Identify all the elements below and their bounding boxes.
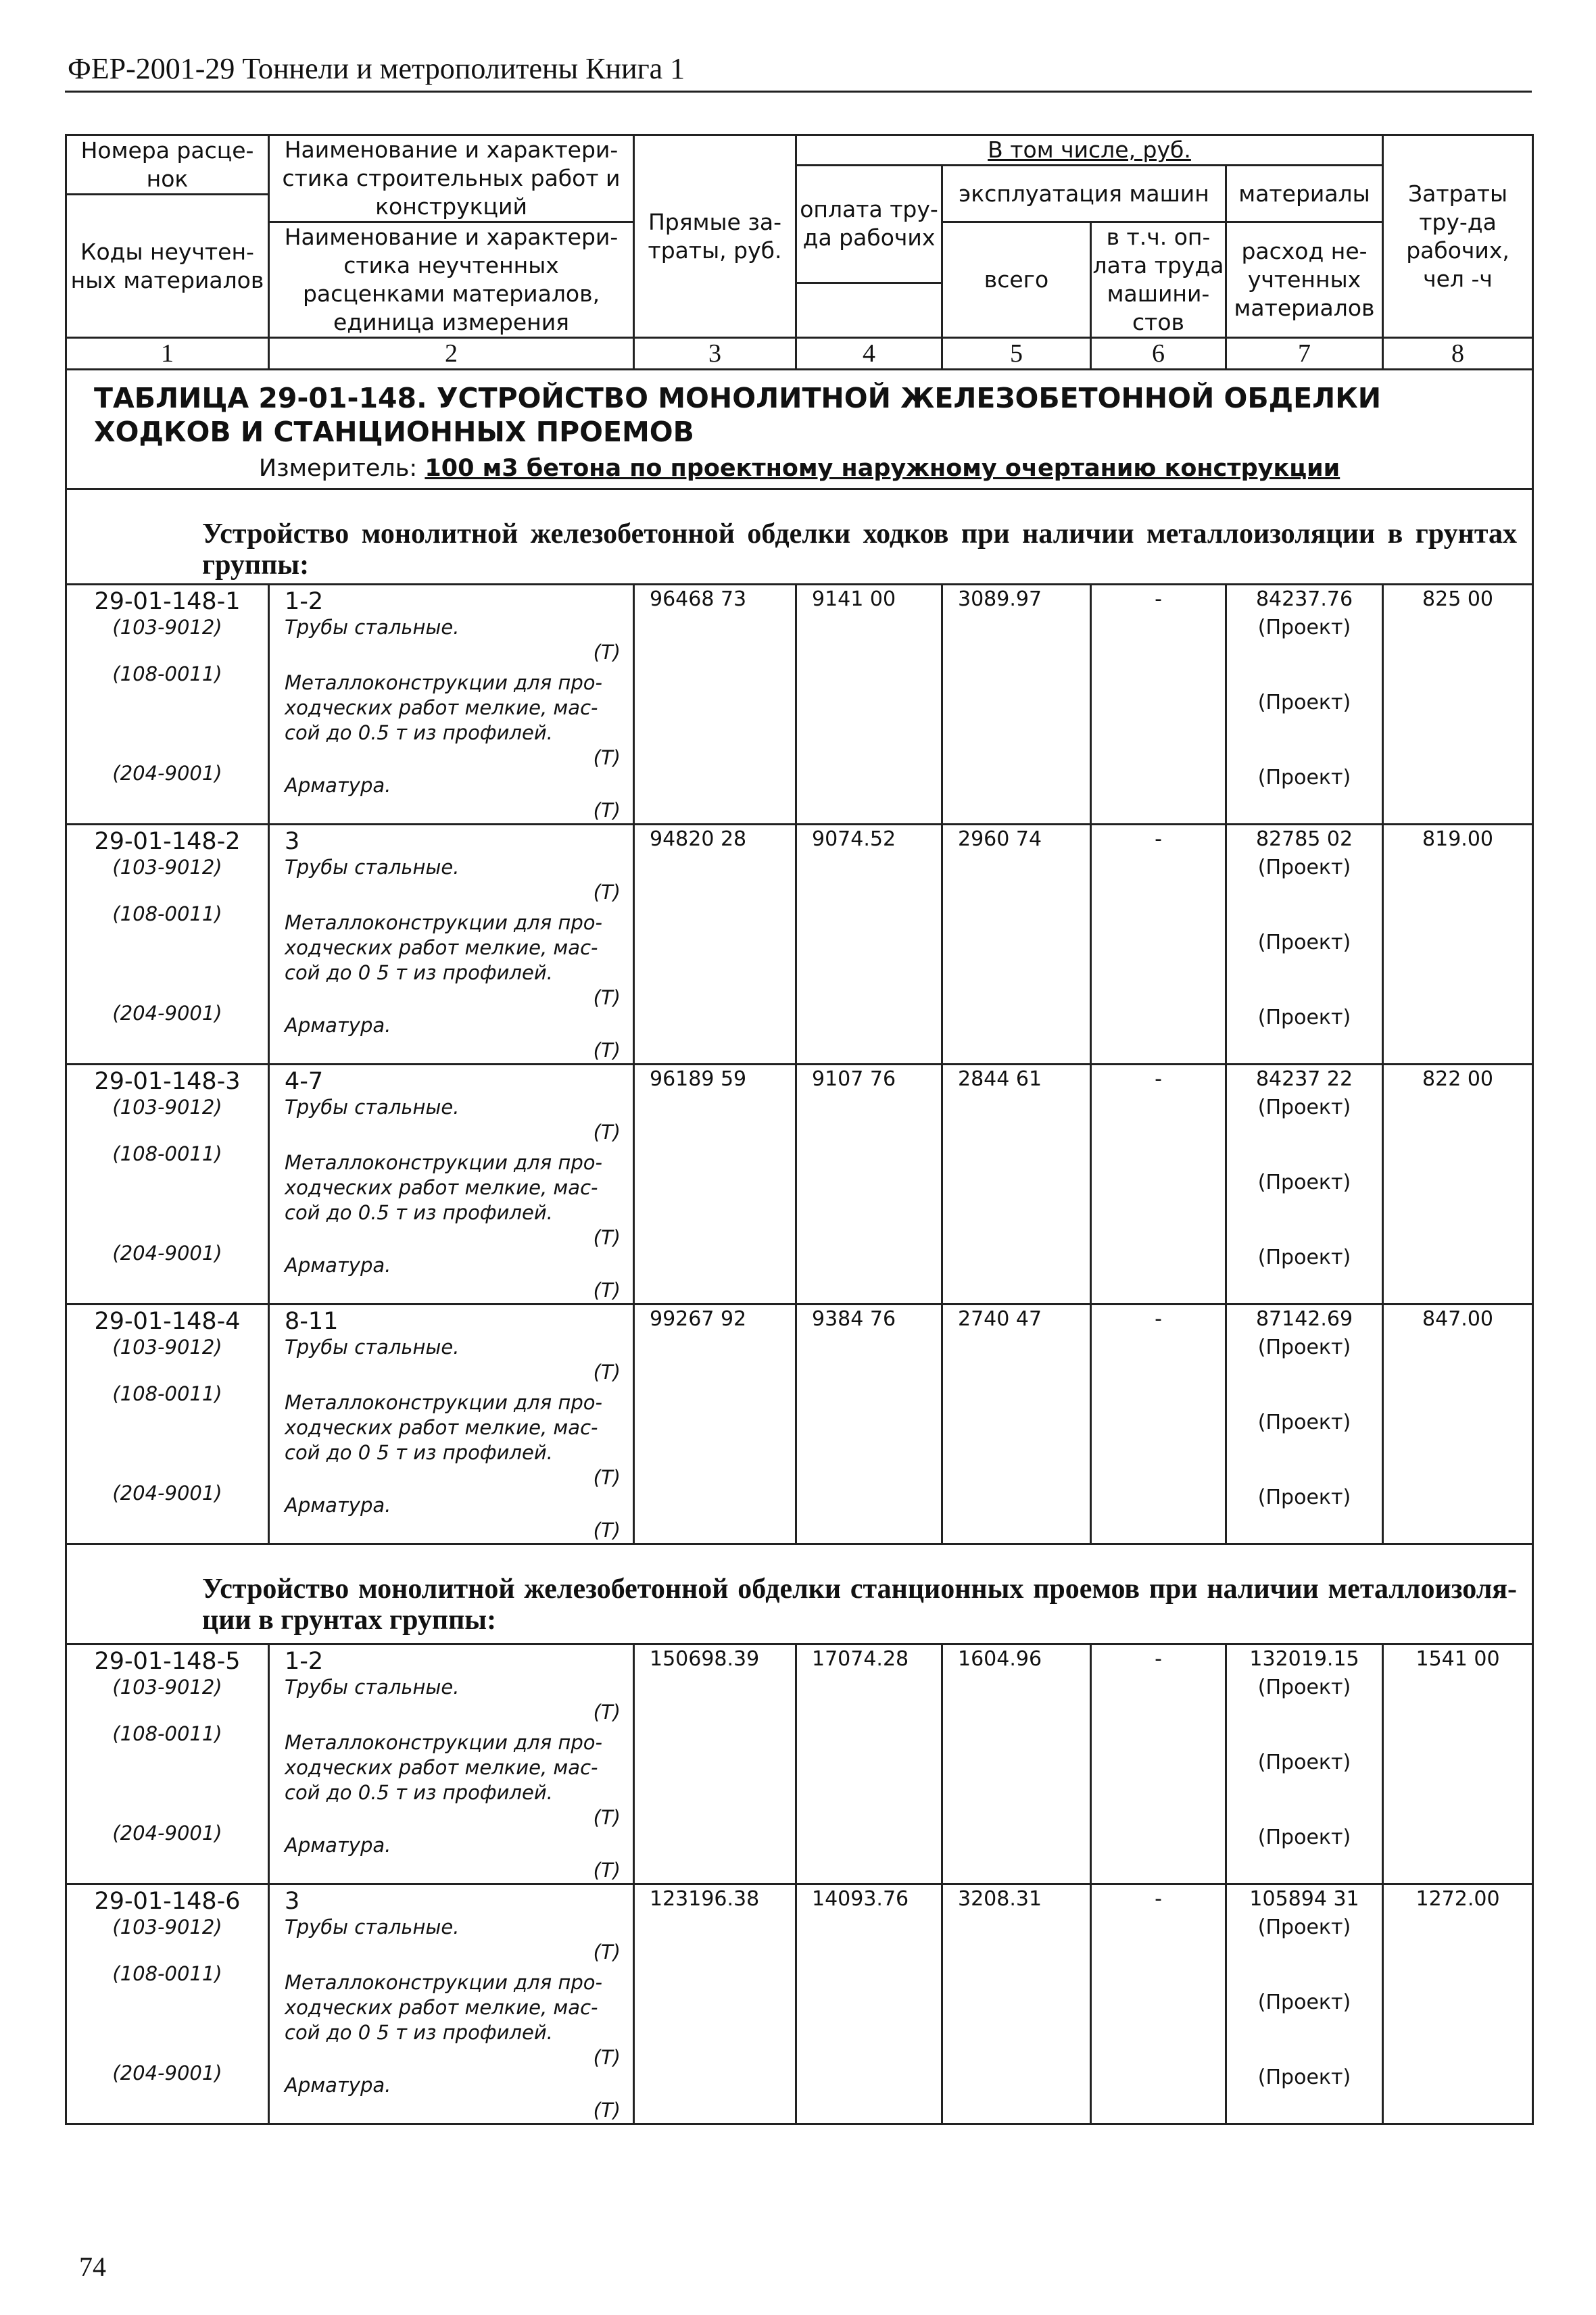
project-mark: (Проект)	[1257, 1171, 1351, 1194]
direct-costs-value: 96468 73	[634, 585, 796, 825]
materials-header: материалы	[1226, 166, 1383, 222]
unit-mark: (Т)	[593, 1941, 621, 1964]
material-name: Металлоконструкции для про-ходческих работ мелкие, мас-сой до 0 5 т из профилей.	[285, 911, 602, 984]
machines-header: эксплуатация машин	[942, 166, 1226, 222]
operators-pay-value: -	[1091, 1305, 1226, 1544]
work-name-cell	[269, 1884, 634, 2124]
unit-mark: (Т)	[593, 2099, 621, 2122]
table-row	[66, 585, 1533, 825]
project-mark: (Проект)	[1257, 2066, 1351, 2089]
material-name: Арматура.	[285, 774, 391, 797]
material-name: Арматура.	[285, 1834, 391, 1857]
unit-mark: (Т)	[593, 1039, 621, 1062]
col1-top-header: Номера расце-нок	[66, 135, 269, 195]
rate-code-cell	[66, 1644, 269, 1884]
rate-code-cell	[66, 825, 269, 1065]
material-code: (204-9001)	[112, 1822, 222, 1845]
direct-costs-value: 99267 92	[634, 1305, 796, 1544]
labor-hours-value: 1541 00	[1383, 1644, 1533, 1884]
spacer	[1227, 1360, 1382, 1410]
unit-mark: (Т)	[593, 1466, 621, 1489]
rate-code: 29-01-148-2	[94, 828, 241, 855]
labor-pay-value: 17074.28	[796, 1644, 942, 1884]
project-mark: (Проект)	[1257, 1486, 1351, 1509]
work-name-cell	[269, 585, 634, 825]
material-code: (103-9012)	[112, 616, 222, 639]
unit-mark: (Т)	[593, 1859, 621, 1882]
table-row	[66, 1305, 1533, 1544]
project-mark: (Проект)	[1257, 1916, 1351, 1939]
material-code: (108-0011)	[112, 1142, 222, 1165]
project-mark: (Проект)	[1257, 766, 1351, 789]
labor-hours-value: 847.00	[1383, 1305, 1533, 1544]
col2-bottom-header: Наименование и характери-стика неучтенных расценками материалов, единица измерения	[269, 222, 634, 338]
measure-value: 100 м3 бетона по проектному наружному очертанию конструкции	[425, 455, 1340, 482]
spacer	[1227, 1195, 1382, 1245]
spacer	[67, 1407, 268, 1481]
material-code: (103-9012)	[112, 1096, 222, 1119]
page-number: 74	[79, 2251, 106, 2282]
material-name: Трубы стальные.	[285, 1916, 460, 1939]
materials-value: 84237.76	[1255, 587, 1353, 611]
operators-pay-value: -	[1091, 1065, 1226, 1305]
col-number: 7	[1226, 338, 1383, 370]
table-title: ТАБЛИЦА 29-01-148. УСТРОЙСТВО МОНОЛИТНОЙ ЖЕЛЕЗОБЕТОННОЙ ОБДЕЛКИ ХОДКОВ И СТАНЦИОННЫХ ПРОЕМОВ	[94, 382, 1382, 448]
labor-pay-value: 9074.52	[796, 825, 942, 1065]
soil-group-label: 8-11	[285, 1308, 339, 1335]
materials-cell	[1226, 585, 1383, 825]
operators-pay-value: -	[1091, 585, 1226, 825]
soil-group-label: 3	[285, 1888, 300, 1915]
direct-costs-header: Прямые за-траты, руб.	[634, 135, 796, 338]
material-name: Арматура.	[285, 1014, 391, 1037]
labor-pay-value: 9107 76	[796, 1065, 942, 1305]
in-that-number-header: В том числе, руб.	[796, 135, 1383, 166]
spacer	[1227, 1775, 1382, 1825]
labor-pay-header: оплата тру-да рабочих	[796, 166, 942, 283]
col2-top-header: Наименование и характери-стика строительных работ и конструкций	[269, 135, 634, 222]
measure-line	[94, 453, 1505, 484]
unit-mark: (Т)	[593, 1226, 621, 1249]
labor-pay-value: 9384 76	[796, 1305, 942, 1544]
spacer	[1227, 880, 1382, 930]
soil-group-label: 1-2	[285, 1648, 324, 1675]
material-name: Металлоконструкции для про-ходческих работ мелкие, мас-сой до 0 5 т из профилей.	[285, 1971, 602, 2044]
operators-pay-header: в т.ч. оп-лата труда машини-стов	[1091, 222, 1226, 338]
project-mark: (Проект)	[1257, 1751, 1351, 1774]
labor-hours-value: 825 00	[1383, 585, 1533, 825]
unit-mark: (Т)	[593, 1701, 621, 1724]
table-row	[66, 1644, 1533, 1884]
soil-group-label: 3	[285, 828, 300, 855]
machines-total-header: всего	[942, 222, 1091, 338]
spacer	[1227, 2015, 1382, 2065]
col-number: 4	[796, 338, 942, 370]
project-mark: (Проект)	[1257, 1336, 1351, 1359]
project-mark: (Проект)	[1257, 616, 1351, 639]
col-number: 1	[66, 338, 269, 370]
project-mark: (Проект)	[1257, 1006, 1351, 1029]
col-number: 6	[1091, 338, 1226, 370]
work-name-cell	[269, 825, 634, 1065]
spacer	[67, 1940, 268, 1961]
unit-mark: (Т)	[593, 881, 621, 904]
header-rule	[65, 91, 1532, 93]
machines-total-value: 3089.97	[942, 585, 1091, 825]
material-code: (204-9001)	[112, 2062, 222, 2085]
machines-total-value: 2844 61	[942, 1065, 1091, 1305]
material-name: Металлоконструкции для про-ходческих работ мелкие, мас-сой до 0 5 т из профилей.	[285, 1391, 602, 1464]
project-mark: (Проект)	[1257, 1411, 1351, 1434]
material-code: (204-9001)	[112, 1002, 222, 1025]
labor-pay-value: 14093.76	[796, 1884, 942, 2124]
material-name: Металлоконструкции для про-ходческих работ мелкие, мас-сой до 0.5 т из профилей.	[285, 1151, 602, 1224]
material-name: Металлоконструкции для про-ходческих работ мелкие, мас-сой до 0.5 т из профилей.	[285, 671, 602, 744]
material-code: (108-0011)	[112, 902, 222, 925]
material-code: (108-0011)	[112, 662, 222, 685]
rate-code-cell	[66, 1305, 269, 1544]
section-row	[66, 1544, 1533, 1644]
rate-code: 29-01-148-5	[94, 1648, 241, 1675]
direct-costs-value: 96189 59	[634, 1065, 796, 1305]
material-name: Арматура.	[285, 2074, 391, 2097]
rate-code-cell	[66, 585, 269, 825]
spacer	[67, 1167, 268, 1241]
operators-pay-value: -	[1091, 825, 1226, 1065]
direct-costs-value: 150698.39	[634, 1644, 796, 1884]
work-name-cell	[269, 1065, 634, 1305]
spacer	[67, 1747, 268, 1821]
labor-hours-value: 819.00	[1383, 825, 1533, 1065]
spacer	[1227, 640, 1382, 690]
rate-code: 29-01-148-4	[94, 1308, 241, 1335]
spacer	[67, 927, 268, 1001]
project-mark: (Проект)	[1257, 1991, 1351, 2014]
col-number: 3	[634, 338, 796, 370]
project-mark: (Проект)	[1257, 856, 1351, 879]
unit-mark: (Т)	[593, 799, 621, 822]
rate-code: 29-01-148-6	[94, 1888, 241, 1915]
table-title-cell	[66, 370, 1533, 489]
materials-value: 87142.69	[1255, 1307, 1353, 1331]
spacer	[67, 1700, 268, 1722]
materials-cell	[1226, 1305, 1383, 1544]
spacer	[1227, 955, 1382, 1005]
rate-code-cell	[66, 1065, 269, 1305]
spacer	[67, 1120, 268, 1142]
soil-group-label: 1-2	[285, 588, 324, 615]
col-number: 2	[269, 338, 634, 370]
material-name: Трубы стальные.	[285, 1676, 460, 1699]
material-code: (103-9012)	[112, 856, 222, 879]
material-code: (103-9012)	[112, 1916, 222, 1939]
project-mark: (Проект)	[1257, 1096, 1351, 1119]
rate-code: 29-01-148-3	[94, 1068, 241, 1095]
unit-mark: (Т)	[593, 641, 621, 664]
material-name: Арматура.	[285, 1254, 391, 1277]
machines-total-value: 2740 47	[942, 1305, 1091, 1544]
spacer	[1227, 1435, 1382, 1485]
table-row	[66, 1065, 1533, 1305]
direct-costs-value: 94820 28	[634, 825, 796, 1065]
project-mark: (Проект)	[1257, 1676, 1351, 1699]
material-code: (103-9012)	[112, 1336, 222, 1359]
col-number: 5	[942, 338, 1091, 370]
unit-mark: (Т)	[593, 746, 621, 769]
material-code: (108-0011)	[112, 1382, 222, 1405]
operators-pay-value: -	[1091, 1884, 1226, 2124]
materials-cell	[1226, 1884, 1383, 2124]
unit-mark: (Т)	[593, 1279, 621, 1302]
unit-mark: (Т)	[593, 1121, 621, 1144]
project-mark: (Проект)	[1257, 691, 1351, 714]
spacer	[1227, 1700, 1382, 1750]
spacer	[67, 1987, 268, 2061]
material-name: Трубы стальные.	[285, 616, 460, 639]
machines-total-value: 1604.96	[942, 1644, 1091, 1884]
work-name-cell	[269, 1305, 634, 1544]
rate-code-cell	[66, 1884, 269, 2124]
work-name-cell	[269, 1644, 634, 1884]
unit-mark: (Т)	[593, 1806, 621, 1829]
material-code: (108-0011)	[112, 1722, 222, 1745]
unit-mark: (Т)	[593, 1361, 621, 1384]
unaccounted-materials-header: расход не-учтенных материалов	[1226, 222, 1383, 338]
rate-code: 29-01-148-1	[94, 588, 241, 615]
unit-mark: (Т)	[593, 2046, 621, 2069]
table-row	[66, 825, 1533, 1065]
spacer	[1227, 1120, 1382, 1170]
material-name: Трубы стальные.	[285, 1336, 460, 1359]
col1-bottom-header: Коды неучтен-ных материалов	[66, 195, 269, 338]
spacer	[67, 1360, 268, 1382]
spacer	[67, 687, 268, 761]
section-title: Устройство монолитной железобетонной обделки станционных проемов при наличии металлоизоля-ции в грунтах группы:	[66, 1544, 1533, 1644]
spacer	[1227, 715, 1382, 765]
material-name: Арматура.	[285, 1494, 391, 1517]
spacer	[67, 640, 268, 662]
spacer	[1227, 1940, 1382, 1990]
material-code: (103-9012)	[112, 1676, 222, 1699]
unit-mark: (Т)	[593, 986, 621, 1009]
material-code: (108-0011)	[112, 1962, 222, 1985]
labor-hours-value: 822 00	[1383, 1065, 1533, 1305]
running-head: ФЕР-2001-29 Тоннели и метрополитены Книга 1	[68, 52, 685, 85]
material-name: Трубы стальные.	[285, 1096, 460, 1119]
table-row	[66, 1884, 1533, 2124]
material-code: (204-9001)	[112, 762, 222, 785]
labor-pay-header-cont	[796, 283, 942, 337]
section-row	[66, 489, 1533, 585]
project-mark: (Проект)	[1257, 1826, 1351, 1849]
machines-total-value: 3208.31	[942, 1884, 1091, 2124]
materials-cell	[1226, 1644, 1383, 1884]
labor-hours-header: Затраты тру-да рабочих, чел -ч	[1383, 135, 1533, 338]
labor-pay-value: 9141 00	[796, 585, 942, 825]
material-name: Металлоконструкции для про-ходческих работ мелкие, мас-сой до 0.5 т из профилей.	[285, 1731, 602, 1804]
machines-total-value: 2960 74	[942, 825, 1091, 1065]
col-number: 8	[1383, 338, 1533, 370]
soil-group-label: 4-7	[285, 1068, 324, 1095]
materials-value: 84237 22	[1255, 1067, 1353, 1091]
material-code: (204-9001)	[112, 1482, 222, 1505]
price-table	[65, 134, 1534, 2125]
table-head	[66, 135, 1533, 370]
materials-value: 105894 31	[1249, 1887, 1359, 1911]
materials-cell	[1226, 825, 1383, 1065]
material-name: Трубы стальные.	[285, 856, 460, 879]
labor-hours-value: 1272.00	[1383, 1884, 1533, 2124]
project-mark: (Проект)	[1257, 931, 1351, 954]
measure-label: Измеритель:	[258, 455, 418, 482]
project-mark: (Проект)	[1257, 1246, 1351, 1269]
unit-mark: (Т)	[593, 1519, 621, 1542]
spacer	[67, 880, 268, 902]
operators-pay-value: -	[1091, 1644, 1226, 1884]
material-code: (204-9001)	[112, 1242, 222, 1265]
section-title: Устройство монолитной железобетонной обделки ходков при наличии металлоизоляции в грунтах группы:	[66, 489, 1533, 585]
materials-cell	[1226, 1065, 1383, 1305]
direct-costs-value: 123196.38	[634, 1884, 796, 2124]
materials-value: 132019.15	[1249, 1647, 1359, 1671]
materials-value: 82785 02	[1255, 827, 1353, 851]
